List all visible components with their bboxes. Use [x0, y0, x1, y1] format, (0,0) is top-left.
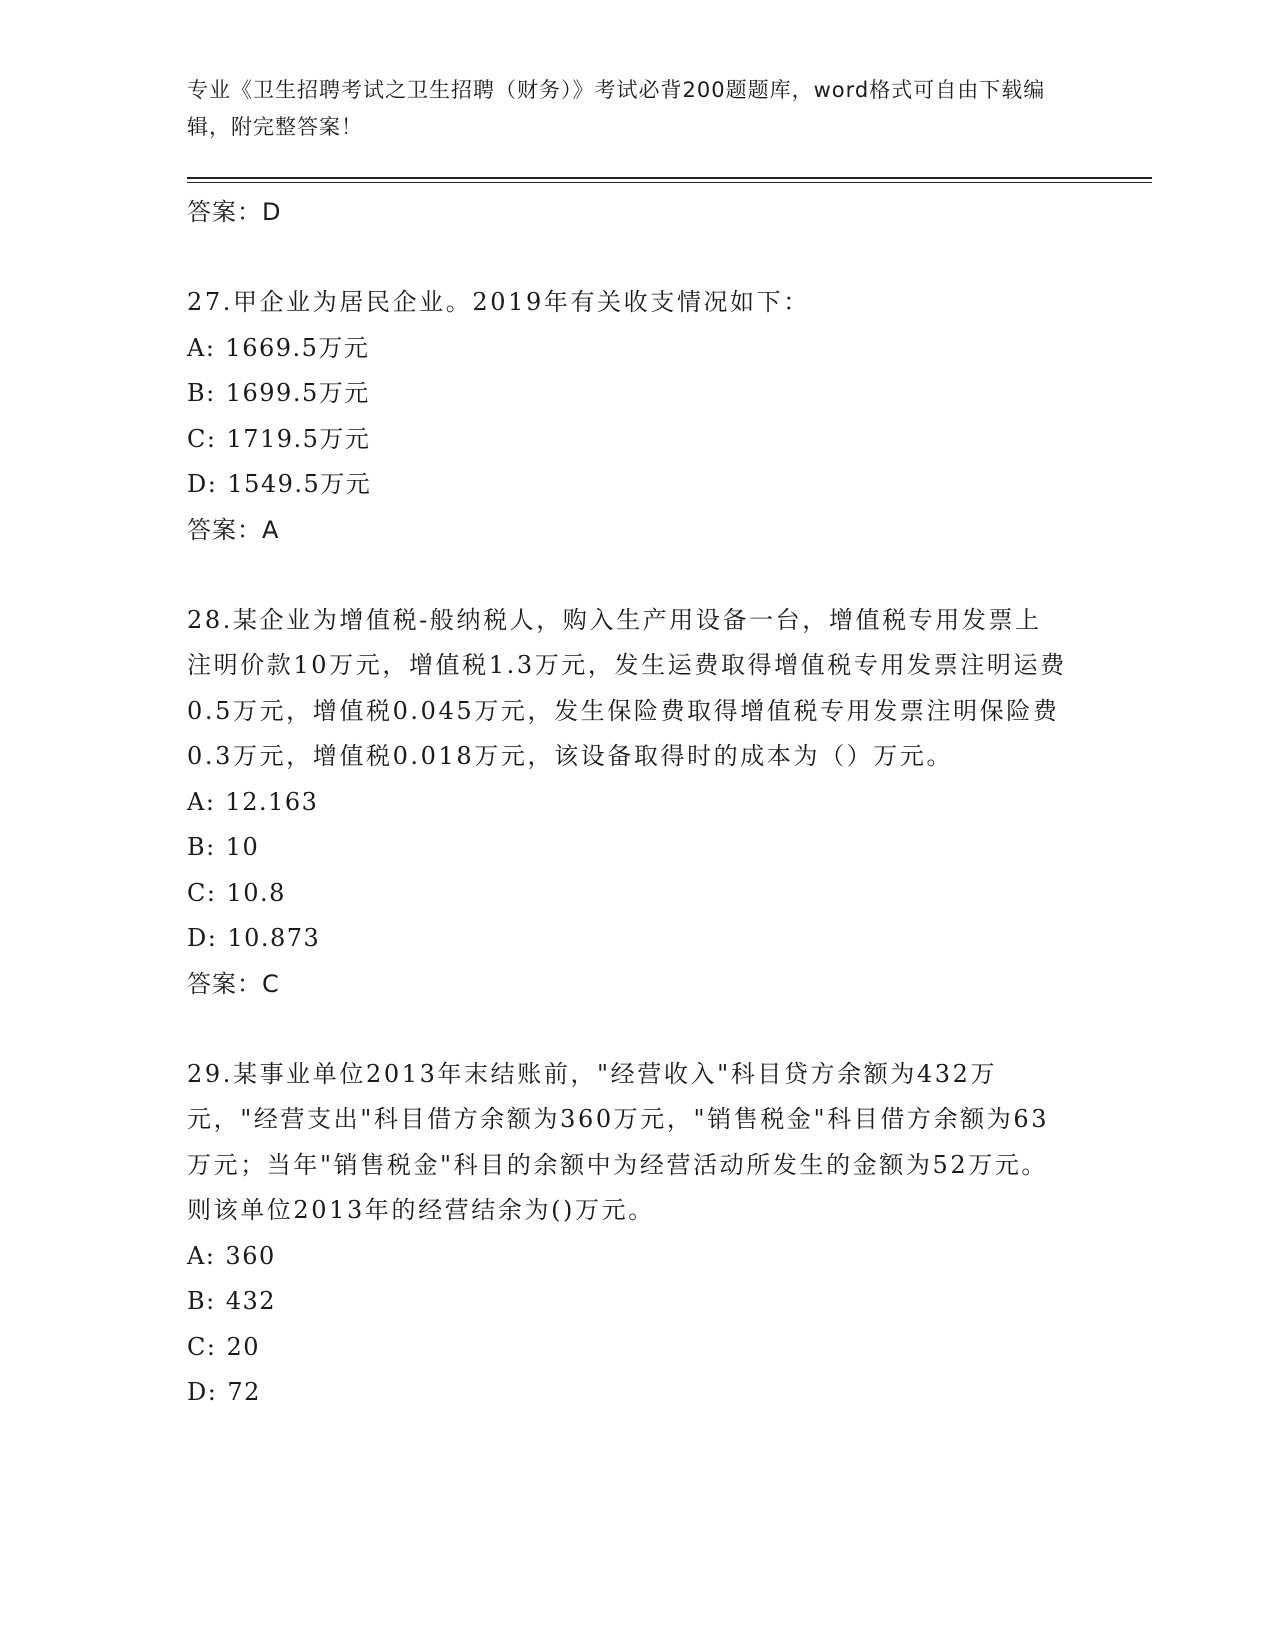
- option-c: [187, 1325, 1067, 1371]
- question-29: [187, 1052, 1067, 1416]
- option-key: A:: [187, 1241, 216, 1270]
- option-a: [187, 326, 1067, 372]
- option-key: D:: [187, 470, 218, 498]
- option-text: 360: [225, 1241, 276, 1270]
- option-text: 10: [225, 833, 260, 861]
- option-text: 10.873: [227, 924, 321, 952]
- question-28: [187, 598, 1067, 1006]
- option-key: B:: [187, 833, 216, 861]
- question-stem: 29.某事业单位2013年末结账前，"经营收入"科目贷方余额为432万元，"经营支出"科目借方余额为360万元，"销售税金"科目借方余额为63万元；当年"销售税金"科目的余额中为经营活动所发生的金额为52万元。则该单位2013年的经营结余为()万元。: [187, 1059, 1050, 1224]
- question-stem: 27.甲企业为居民企业。2019年有关收支情况如下：: [187, 288, 810, 316]
- option-text: 12.163: [225, 787, 319, 816]
- option-d: [187, 462, 1067, 508]
- option-text: 1699.5万元: [225, 379, 370, 407]
- option-c: [187, 417, 1067, 463]
- option-text: 72: [227, 1378, 261, 1406]
- option-d: [187, 916, 1067, 962]
- question-list: [187, 190, 1067, 1416]
- option-key: C:: [187, 1332, 217, 1361]
- question-27: [187, 280, 1067, 552]
- option-d: [187, 1370, 1067, 1416]
- option-key: D:: [187, 924, 218, 952]
- option-key: D:: [187, 1378, 218, 1406]
- option-key: C:: [187, 424, 217, 453]
- answer-label: 答案：A: [187, 515, 280, 544]
- header-rule-thin: [187, 182, 1152, 183]
- option-key: A:: [187, 333, 216, 362]
- header-rule-thick: [187, 177, 1152, 179]
- option-b: [187, 371, 1067, 417]
- answer-label: 答案：D: [187, 198, 282, 226]
- option-b: [187, 825, 1067, 871]
- option-text: 1549.5万元: [227, 470, 372, 498]
- option-a: [187, 1234, 1067, 1280]
- option-key: B:: [187, 379, 216, 407]
- option-key: A:: [187, 787, 216, 816]
- option-c: [187, 871, 1067, 917]
- document-header: 专业《卫生招聘考试之卫生招聘（财务）》考试必背200题题库，word格式可自由下载编辑，附完整答案！: [187, 78, 1046, 139]
- option-b: [187, 1279, 1067, 1325]
- option-text: 1669.5万元: [225, 333, 370, 362]
- option-a: [187, 780, 1067, 826]
- option-text: 432: [225, 1287, 277, 1315]
- option-key: C:: [187, 878, 217, 907]
- option-text: 20: [226, 1332, 260, 1361]
- question-stem: 28.某企业为增值税-般纳税人，购入生产用设备一台，增值税专用发票上注明价款10万元，增值税1.3万元，发生运费取得增值税专用发票注明运费0.5万元，增值税0.045万元，发生保险费取得增值税专用发票注明保险费0.3万元，增值税0.018万元，该设备取得时的成本为（）万元。: [187, 605, 1067, 770]
- option-key: B:: [187, 1287, 216, 1315]
- option-text: 1719.5万元: [226, 424, 371, 453]
- answer-label: 答案：C: [187, 969, 280, 998]
- option-text: 10.8: [226, 878, 286, 907]
